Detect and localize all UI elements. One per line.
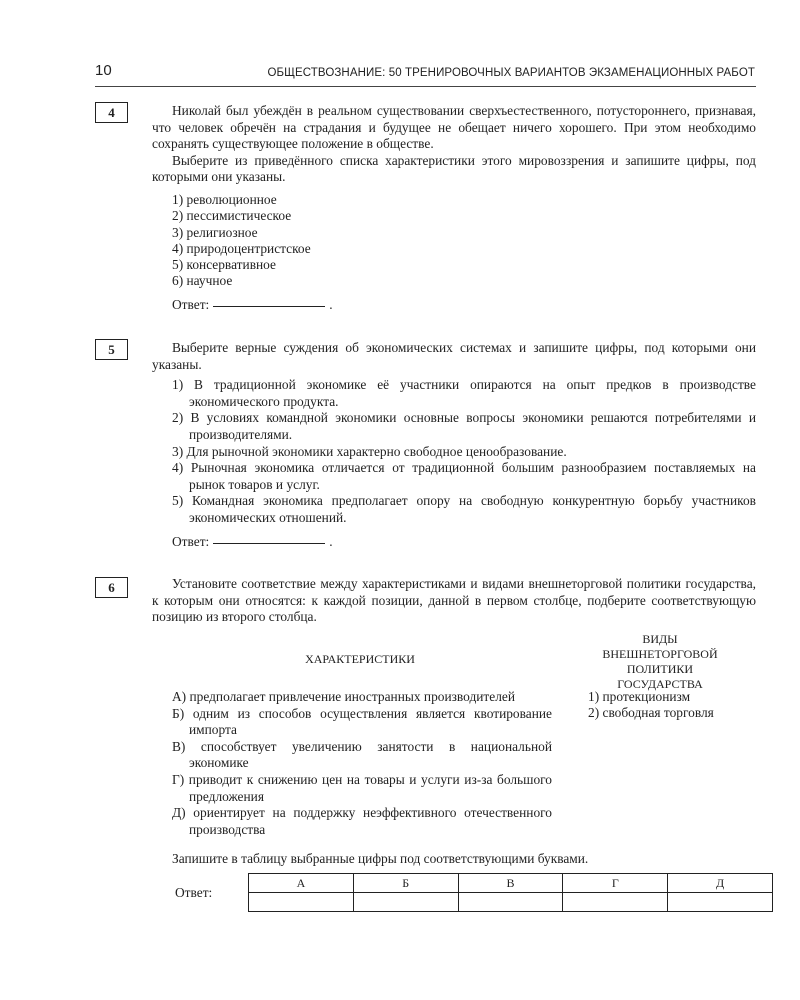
answer-table-header: Д	[668, 874, 773, 893]
answer-cell[interactable]	[353, 893, 458, 912]
answer-table-header: Б	[353, 874, 458, 893]
answer-table-header-row	[249, 874, 773, 893]
task-number-box: 4	[95, 102, 128, 123]
option-item: 1) В традиционной экономике её участники опираются на опыт предков в производстве экономического продукта.	[172, 377, 756, 409]
characteristic-item: А) предполагает привлечение иностранных производителей	[172, 689, 516, 704]
answer-cell[interactable]	[458, 893, 563, 912]
answer-line[interactable]	[213, 543, 325, 544]
characteristic-item: Г) приводит к снижению цен на товары и услуги из-за большого предложения	[172, 771, 552, 804]
answer-table-header: Г	[563, 874, 668, 893]
answer-table-header: В	[458, 874, 563, 893]
answer-cell[interactable]	[249, 893, 354, 912]
task-6-text	[152, 576, 756, 626]
answer-cell[interactable]	[668, 893, 773, 912]
option-item: 1) революционное	[172, 191, 277, 207]
characteristic-item: Д) ориентирует на поддержку неэффективного отечественного производства	[172, 805, 552, 837]
answer-table	[248, 873, 773, 912]
policy-types-heading: ВИДЫ ВНЕШНЕТОРГОВОЙ ПОЛИТИКИ ГОСУДАРСТВА	[602, 632, 718, 691]
options-list	[172, 192, 756, 290]
option-item: 4) Рыночная экономика отличается от традиционной большим разнообразием поставляемых на рынок товаров и услуг.	[172, 460, 756, 492]
option-item: 3) Для рыночной экономики характерно свободное ценообразование.	[172, 443, 567, 459]
answer-line[interactable]	[213, 306, 325, 307]
option-item: 5) консервативное	[172, 257, 276, 273]
characteristics-list	[172, 689, 552, 838]
answer-field[interactable]: Ответ: .	[172, 533, 333, 549]
task-number-box: 6	[95, 577, 128, 598]
answer-cell[interactable]	[563, 893, 668, 912]
running-title: ОБЩЕСТВОЗНАНИЕ: 50 ТРЕНИРОВОЧНЫХ ВАРИАНТОВ ЭКЗАМЕНАЦИОННЫХ РАБОТ	[267, 67, 755, 79]
option-item: 4) природоцентристское	[172, 240, 311, 256]
option-item: 5) Командная экономика предполагает опору на свободную конкурентную борьбу участников экономических отношений.	[172, 493, 756, 525]
characteristics-heading: ХАРАКТЕРИСТИКИ	[305, 652, 415, 666]
page-number: 10	[95, 62, 112, 79]
option-item: 3) религиозное	[172, 224, 258, 240]
header-divider	[95, 86, 756, 87]
answer-label: Ответ:	[172, 533, 210, 549]
task-text: Николай был убеждён в реальном существовании сверхъестественного, потустороннего, признавая, что человек обречён на страдания и будущее не обещает ничего хорошего. При этом необходимо сохранять существующее положение в обществе.	[152, 103, 756, 152]
policy-type-item: 2) свободная торговля	[588, 705, 714, 720]
option-item: 6) научное	[172, 273, 233, 289]
answer-field[interactable]: Ответ: .	[172, 296, 333, 312]
task-text: Выберите верные суждения об экономических системах и запишите цифры, под которыми они указаны.	[152, 340, 756, 372]
task-5	[152, 340, 756, 550]
characteristic-item: В) способствует увеличению занятости в национальной экономике	[172, 738, 552, 771]
answer-label: Ответ:	[175, 885, 213, 900]
task-instruction: Выберите из приведённого списка характеристики этого мировоззрения и запишите цифры, под которыми они указаны.	[152, 152, 756, 185]
task-number-box: 5	[95, 339, 128, 360]
option-item: 2) пессимистическое	[172, 208, 292, 224]
answer-table-input-row	[249, 893, 773, 912]
option-item: 2) В условиях командной экономики основные вопросы экономики решаются потребителями и производителями.	[172, 410, 756, 442]
task-4	[152, 103, 756, 313]
policy-types-list	[588, 689, 758, 721]
answer-table-header: А	[249, 874, 354, 893]
answer-label: Ответ:	[172, 296, 210, 312]
task-text: Установите соответствие между характеристиками и видами внешнеторговой политики государства, к которым они относятся: к каждой позиции, данной в первом столбце, подберите соответствующую позицию из второго столбца.	[152, 576, 756, 625]
options-list	[172, 377, 756, 526]
table-instruction: Запишите в таблицу выбранные цифры под соответствующими буквами.	[172, 851, 589, 866]
policy-type-item: 1) протекционизм	[588, 689, 691, 704]
characteristic-item: Б) одним из способов осуществления является квотирование импорта	[172, 705, 552, 738]
